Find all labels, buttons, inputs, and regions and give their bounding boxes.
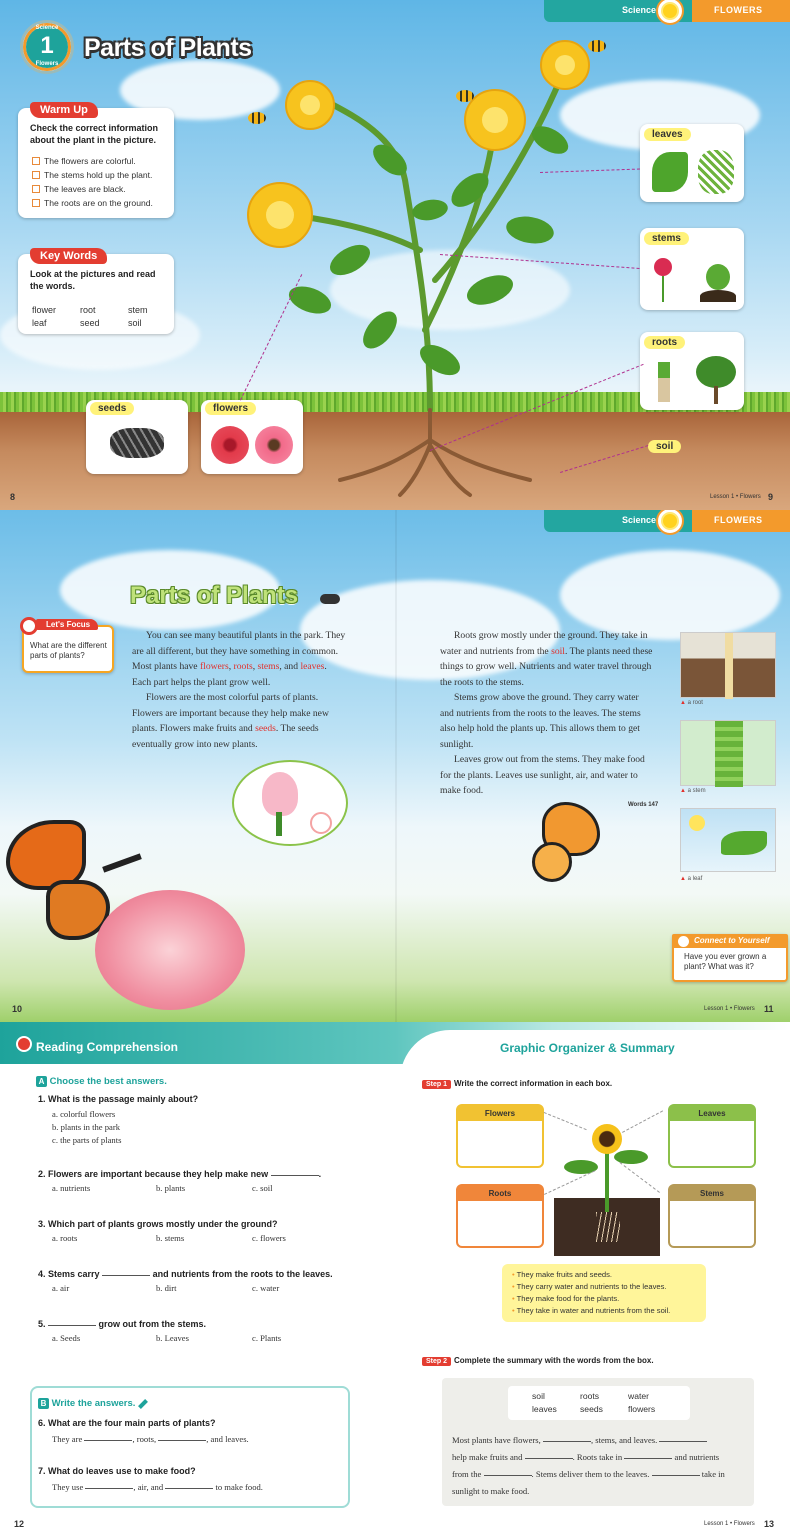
fern-image xyxy=(698,150,734,194)
header-curve xyxy=(400,1030,790,1080)
stems-card xyxy=(640,228,744,310)
page-gutter xyxy=(395,510,397,1022)
bee-icon xyxy=(588,40,606,52)
key-word-highlight: leaves xyxy=(300,661,325,672)
answer-option[interactable]: c. Plants xyxy=(252,1333,282,1343)
answer-blank[interactable] xyxy=(102,1275,150,1276)
soil-mound-image xyxy=(700,290,736,302)
answer-blank[interactable] xyxy=(624,1458,672,1459)
leaves-answer-box[interactable] xyxy=(668,1104,756,1168)
checklist-text: The flowers are colorful. xyxy=(44,156,136,166)
page-title: Parts of Plants xyxy=(84,34,252,62)
bee-icon xyxy=(248,112,266,124)
flower-cross-section-illustration xyxy=(232,760,348,846)
key-word: flower xyxy=(32,305,57,315)
key-words-grid xyxy=(32,304,148,330)
subject-label: Science xyxy=(622,515,657,525)
written-question-7: 7. What do leaves use to make food? They use , air, and to make food. xyxy=(38,1466,263,1492)
checklist-item[interactable] xyxy=(32,182,153,196)
answer-option[interactable]: b. plants xyxy=(156,1183,186,1193)
fruit-image xyxy=(310,812,332,834)
pink-flower-image xyxy=(255,426,293,464)
question-3: 3. Which part of plants grows mostly under the ground? a. roots b. stems c. flowers xyxy=(38,1219,286,1243)
question-5: 5. grow out from the stems. a. Seeds b. Leaves c. Plants xyxy=(38,1319,282,1343)
statement[interactable]: • They make food for the plants. xyxy=(512,1294,620,1303)
connect-question: Have you ever grown a plant? What was it? xyxy=(684,952,767,971)
answer-blank[interactable] xyxy=(659,1441,707,1442)
checkbox[interactable] xyxy=(32,185,40,193)
page-number: 12 xyxy=(14,1519,25,1529)
statement[interactable]: • They take in water and nutrients from the soil. xyxy=(512,1306,671,1315)
box-header: Flowers xyxy=(458,1106,542,1121)
question-text: What is the passage mainly about? xyxy=(48,1094,199,1104)
page-footer: Lesson 1 • Flowers xyxy=(704,1006,755,1012)
section-a-heading xyxy=(36,1076,167,1087)
checklist-item[interactable] xyxy=(32,196,153,210)
seeds-label: seeds xyxy=(90,402,134,415)
audio-icon[interactable] xyxy=(320,594,340,604)
page-footer: Lesson 1 • Flowers xyxy=(704,1521,755,1527)
subject-label: Science xyxy=(622,5,657,15)
word-choice[interactable]: flowers xyxy=(628,1404,656,1414)
step-1-instruction: Step 1 Write the correct information in each box. xyxy=(422,1079,612,1089)
answer-blank[interactable] xyxy=(543,1441,591,1442)
section-a-title: Choose the best answers. xyxy=(49,1076,167,1087)
warm-up-instruction: Check the correct information about the plant in the picture. xyxy=(30,123,159,145)
answer-option[interactable]: b. Leaves xyxy=(156,1333,189,1343)
paragraph: Flowers are the most colorful parts of plants. Flowers are important because they help make new plants. Flowers make fruits and seeds. The seeds eventually grow into new plants. xyxy=(132,692,329,750)
answer-blank[interactable] xyxy=(484,1475,532,1476)
leaf-sunlight-image xyxy=(680,808,776,872)
answer-option[interactable]: a. nutrients xyxy=(52,1183,91,1193)
answer-option[interactable]: b. stems xyxy=(156,1233,185,1243)
key-word: stem xyxy=(128,305,148,315)
graphic-organizer-title: Graphic Organizer & Summary xyxy=(500,1041,675,1055)
page-number: 13 xyxy=(764,1519,775,1529)
checkbox[interactable] xyxy=(32,157,40,165)
paragraph: Stems grow above the ground. They carry water and nutrients from the roots to the leaves. The stems also help hold the plants up. This allows them to get sunlight. xyxy=(440,692,641,750)
flower-petal xyxy=(262,772,298,816)
topic-label: FLOWERS xyxy=(714,515,763,525)
tree-image xyxy=(696,356,736,388)
answer-option[interactable]: a. colorful flowers xyxy=(52,1109,116,1119)
box-header: Roots xyxy=(458,1186,542,1201)
butterfly-illustration xyxy=(512,802,612,886)
root-image xyxy=(658,362,670,402)
paragraph: You can see many beautiful plants in the park. They are all different, but they have something in common. Most plants have flowers, roots, stems, and leaves. Each part helps the plant grow well. xyxy=(132,630,346,688)
checklist-text: The roots are on the ground. xyxy=(44,198,153,208)
section-b-title: Write the answers. xyxy=(51,1398,136,1409)
lets-focus-box xyxy=(22,620,114,673)
flowers-card xyxy=(201,400,303,474)
red-flower-image xyxy=(211,426,249,464)
page-number: 8 xyxy=(10,492,16,502)
lets-focus-question: What are the different parts of plants? xyxy=(30,641,107,660)
checklist-item[interactable] xyxy=(32,168,153,182)
chapter-header-bar xyxy=(544,0,790,22)
key-word-highlight: seeds xyxy=(255,723,276,734)
question-1: 1. What is the passage mainly about? a. colorful flowers b. plants in the park c. the parts of plants xyxy=(38,1094,378,1164)
spread-pages-12-13 xyxy=(0,1022,790,1537)
answer-blank[interactable] xyxy=(48,1325,96,1326)
caption: ▲ a stem xyxy=(680,788,706,794)
answer-blank[interactable] xyxy=(525,1458,573,1459)
key-words-card xyxy=(18,250,174,334)
word-count: Words 147 xyxy=(628,802,659,808)
connect-to-yourself-box xyxy=(672,934,788,982)
paragraph: Roots grow mostly under the ground. They take in water and nutrients from the soil. The plants need these things to grow well. Nutrients and water travel through the roots to the stems. xyxy=(440,630,653,688)
cloud xyxy=(560,550,780,640)
answer-option[interactable]: c. soil xyxy=(252,1183,273,1193)
word-choice[interactable]: seeds xyxy=(580,1404,603,1414)
warm-up-card xyxy=(18,104,174,218)
answer-option[interactable]: a. roots xyxy=(52,1233,78,1243)
key-word-highlight: flowers xyxy=(199,661,229,672)
stem-image xyxy=(662,276,664,302)
leaves-card xyxy=(640,124,744,202)
lesson-badge xyxy=(20,20,74,74)
flower-stem xyxy=(276,812,282,836)
spread-pages-8-9 xyxy=(0,0,790,510)
pink-zinnia-image xyxy=(95,890,245,1010)
stems-answer-box[interactable] xyxy=(668,1184,756,1248)
summary-panel xyxy=(442,1378,754,1506)
spread-pages-10-11 xyxy=(0,510,790,1022)
paragraph: Leaves grow out from the stems. They make food for the plants. Leaves use sunlight, air, and water to make food. xyxy=(440,754,645,796)
statement-box xyxy=(502,1264,706,1322)
sunflower-illustration xyxy=(554,1102,660,1256)
answer-blank[interactable] xyxy=(271,1175,319,1176)
key-word: leaf xyxy=(32,318,47,328)
roots-label: roots xyxy=(644,336,685,349)
answer-blank[interactable] xyxy=(652,1475,700,1476)
word-choice[interactable]: water xyxy=(628,1391,650,1401)
box-header: Leaves xyxy=(670,1106,754,1121)
key-word: root xyxy=(80,305,96,315)
answer-option[interactable]: c. the parts of plants xyxy=(52,1135,122,1145)
leaves-label: leaves xyxy=(644,128,691,141)
flower-icon xyxy=(656,510,684,535)
checklist-text: The leaves are black. xyxy=(44,184,126,194)
key-word: soil xyxy=(128,318,142,328)
flowers-answer-box[interactable] xyxy=(456,1104,544,1168)
soil-label: soil xyxy=(648,440,681,453)
stems-label: stems xyxy=(644,232,689,245)
seeds-image xyxy=(110,428,164,458)
caption: ▲ a root xyxy=(680,700,703,706)
page-footer: Lesson 1 • Flowers xyxy=(710,494,761,500)
key-word: seed xyxy=(80,318,100,328)
lesson-badge-bottom: Flowers xyxy=(35,61,59,67)
leaf-image xyxy=(652,152,688,192)
roots-answer-box[interactable] xyxy=(456,1184,544,1248)
key-word-highlight: stems xyxy=(257,661,280,672)
lesson-number: 1 xyxy=(40,32,54,59)
page-title: Parts of Plants xyxy=(130,582,299,609)
flower-image xyxy=(654,258,672,276)
answer-option[interactable]: b. dirt xyxy=(156,1283,177,1293)
page-number: 10 xyxy=(12,1004,23,1014)
chapter-header-bar xyxy=(544,510,790,532)
step-1-tag: Step 1 xyxy=(422,1080,451,1089)
tree-trunk xyxy=(714,386,718,404)
statement[interactable]: • They carry water and nutrients to the leaves. xyxy=(512,1282,667,1291)
word-box xyxy=(508,1386,690,1420)
reading-comprehension-title: Reading Comprehension xyxy=(36,1040,179,1054)
question-2: 2. Flowers are important because they help make new . a. nutrients b. plants c. soil xyxy=(38,1169,322,1193)
question-4: 4. Stems carry and nutrients from the roots to the leaves. a. air b. dirt c. water xyxy=(38,1269,333,1293)
section-a-badge: A xyxy=(36,1076,47,1087)
answer-option[interactable]: c. flowers xyxy=(252,1233,286,1243)
answer-blank[interactable] xyxy=(165,1488,213,1489)
pencil-icon xyxy=(138,1399,148,1409)
written-question-6: 6. What are the four main parts of plants? They are , roots, , and leaves. xyxy=(38,1418,249,1444)
passage-left-column xyxy=(132,628,346,752)
answer-blank[interactable] xyxy=(85,1488,133,1489)
section-b-heading xyxy=(38,1398,148,1409)
summary-text: Most plants have flowers, , stems, and leaves. help make fruits and . Roots take in and nutrients from the . Stems deliver them to the leaves. take in sunlight to make food. xyxy=(452,1435,725,1496)
checkmark-icon xyxy=(16,1036,32,1052)
lets-focus-tag: Let's Focus xyxy=(36,619,98,630)
key-word-highlight: soil xyxy=(551,645,565,657)
topic-label: FLOWERS xyxy=(714,5,763,15)
page-number: 11 xyxy=(764,1004,774,1014)
key-words-instruction: Look at the pictures and read the words. xyxy=(30,269,156,291)
word-choice[interactable]: roots xyxy=(580,1391,600,1401)
warm-up-tag: Warm Up xyxy=(30,102,98,118)
step-2-tag: Step 2 xyxy=(422,1357,451,1366)
warm-up-checklist xyxy=(32,154,153,210)
answer-option[interactable]: c. water xyxy=(252,1283,280,1293)
checklist-item[interactable] xyxy=(32,154,153,168)
statement[interactable]: • They make fruits and seeds. xyxy=(512,1270,613,1279)
lesson-badge-top: Science xyxy=(35,25,59,31)
checklist-text: The stems hold up the plant. xyxy=(44,170,153,180)
flower-icon xyxy=(656,0,684,25)
lightbulb-icon xyxy=(678,936,689,947)
checkbox[interactable] xyxy=(32,199,40,207)
answer-option[interactable]: a. Seeds xyxy=(52,1333,81,1343)
key-words-tag: Key Words xyxy=(30,248,107,264)
page-number: 9 xyxy=(768,492,774,502)
roots-card xyxy=(640,332,744,410)
answer-blank[interactable] xyxy=(158,1440,206,1441)
flowers-label: flowers xyxy=(205,402,256,415)
answer-option[interactable]: a. air xyxy=(52,1283,70,1293)
seedling-image xyxy=(706,264,730,290)
answer-option[interactable]: b. plants in the park xyxy=(52,1122,121,1132)
answer-blank[interactable] xyxy=(84,1440,132,1441)
section-b-box xyxy=(30,1386,350,1508)
caption: ▲ a leaf xyxy=(680,876,703,882)
key-word-highlight: roots xyxy=(233,661,253,672)
word-choice[interactable]: soil xyxy=(532,1391,545,1401)
step-2-instruction: Step 2 Complete the summary with the words from the box. xyxy=(422,1356,654,1366)
checkbox[interactable] xyxy=(32,171,40,179)
question-list xyxy=(38,1094,378,1369)
root-closeup-image xyxy=(680,632,776,698)
box-header: Stems xyxy=(670,1186,754,1201)
word-choice[interactable]: leaves xyxy=(532,1404,557,1414)
bee-icon xyxy=(456,90,474,102)
connect-tag: Connect to Yourself xyxy=(694,936,770,945)
passage-right-column xyxy=(440,628,654,799)
section-b-badge: B xyxy=(38,1398,49,1409)
sunflower-head xyxy=(592,1124,622,1154)
stem-closeup-image xyxy=(680,720,776,786)
seeds-card xyxy=(86,400,188,474)
